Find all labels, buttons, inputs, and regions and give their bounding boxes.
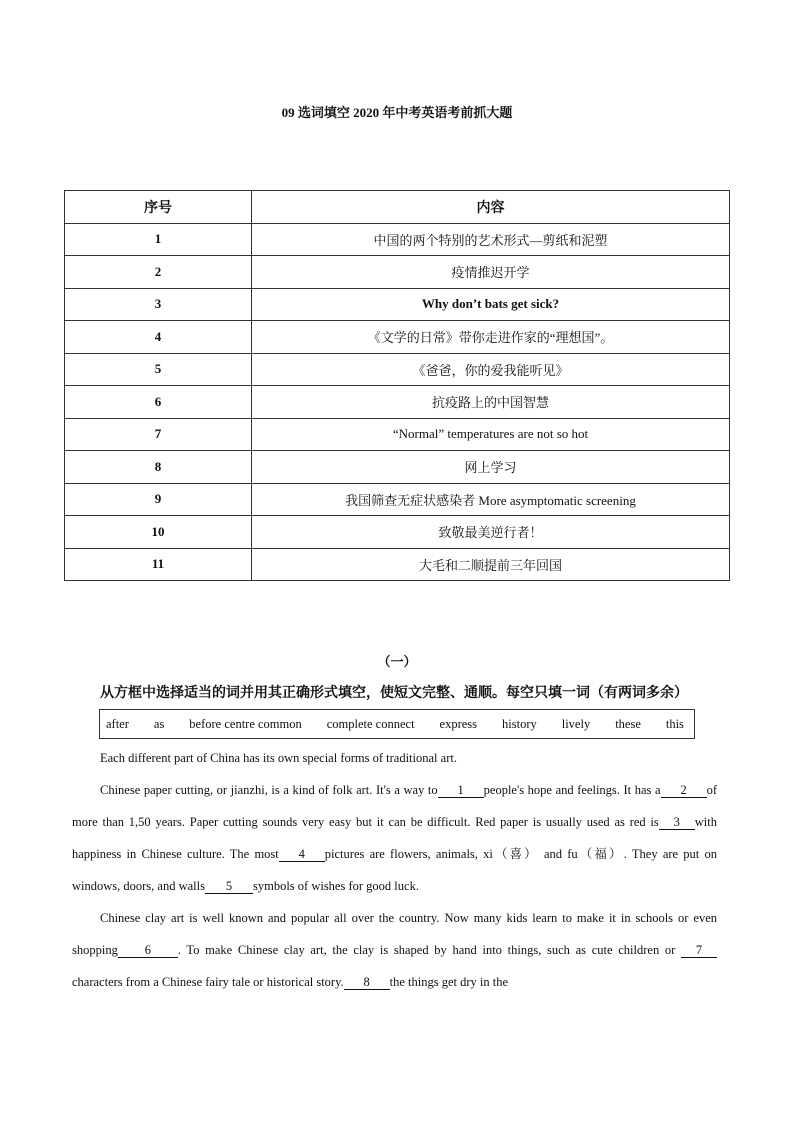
answer-blank[interactable]: 3 (659, 815, 695, 830)
row-content: 中国的两个特别的艺术形式—剪纸和泥塑 (252, 223, 730, 256)
row-number: 9 (65, 483, 252, 516)
word-bank-item: complete connect (326, 716, 415, 731)
row-number: 3 (65, 288, 252, 321)
answer-blank[interactable]: 5 (205, 879, 253, 894)
table-row (65, 451, 730, 484)
row-content: 大毛和二顺提前三年回国 (252, 548, 730, 581)
word-bank-item: these (615, 716, 641, 731)
word-bank-box (99, 709, 695, 739)
passage (72, 742, 717, 998)
row-number: 11 (65, 548, 252, 581)
row-content: 《文学的日常》带你走进作家的“理想国”。 (252, 321, 730, 354)
answer-blank[interactable]: 2 (661, 783, 707, 798)
passage-text: . To make Chinese clay art, the clay is shaped by hand into things, such as cute children or (177, 943, 681, 957)
passage-paragraph (72, 774, 717, 902)
passage-text: Chinese clay art is well known and popular all over the country. Now many kids learn to make it in schools or even shopping (72, 911, 717, 957)
row-content: Why don’t bats get sick? (252, 288, 730, 321)
passage-text: the things get dry in the (389, 975, 509, 989)
word-bank-item: lively (561, 716, 591, 731)
answer-blank[interactable]: 1 (438, 783, 484, 798)
row-number: 2 (65, 256, 252, 289)
table-row (65, 321, 730, 354)
passage-paragraph (72, 902, 717, 998)
row-number: 4 (65, 321, 252, 354)
row-number: 10 (65, 516, 252, 549)
passage-text: symbols of wishes for good luck. (252, 879, 419, 893)
header-number: 序号 (65, 191, 252, 224)
passage-text: Chinese paper cutting, or jianzhi, is a kind of folk art. It's a way to (100, 783, 438, 797)
row-number: 7 (65, 418, 252, 451)
word-bank-item: history (502, 716, 537, 731)
header-content: 内容 (252, 191, 730, 224)
table-header-row (65, 191, 730, 224)
document-title: 09 选词填空 2020 年中考英语考前抓大题 (281, 105, 513, 120)
passage-text: with happiness in Chinese culture. The most (72, 815, 717, 861)
passage-text: people's hope and feelings. It has a (483, 783, 661, 797)
answer-blank[interactable]: 7 (681, 943, 717, 958)
answer-blank[interactable]: 6 (118, 943, 178, 958)
word-bank-item: this (665, 716, 684, 731)
table-row (65, 418, 730, 451)
row-content: 疫情推迟开学 (252, 256, 730, 289)
passage-text: of more than 1,50 years. Paper cutting sounds very easy but it can be difficult. Red paper is usually used as red is (72, 783, 717, 829)
contents-table (64, 190, 730, 581)
answer-blank[interactable]: 4 (279, 847, 325, 862)
table-row (65, 483, 730, 516)
table-row (65, 223, 730, 256)
exercise-instruction: 从方框中选择适当的词并用其正确形式填空，使短文完整、通顺。每空只填一词（有两词多余） (100, 686, 688, 701)
table-row (65, 288, 730, 321)
word-bank-item: express (439, 716, 478, 731)
row-content: 抗疫路上的中国智慧 (252, 386, 730, 419)
row-number: 5 (65, 353, 252, 386)
section-number: （一） (377, 654, 417, 669)
row-content: 《爸爸，你的爱我能听见》 (252, 353, 730, 386)
passage-paragraph: Each different part of China has its own special forms of traditional art. (100, 751, 457, 765)
row-content: “Normal” temperatures are not so hot (252, 418, 730, 451)
row-content: 我国筛查无症状感染者 More asymptomatic screening (252, 483, 730, 516)
word-bank-item: as (153, 716, 165, 731)
table-row (65, 386, 730, 419)
word-bank-item: before centre common (189, 716, 302, 731)
table-row (65, 256, 730, 289)
row-number: 1 (65, 223, 252, 256)
row-content: 致敬最美逆行者！ (252, 516, 730, 549)
row-number: 8 (65, 451, 252, 484)
row-number: 6 (65, 386, 252, 419)
passage-text: pictures are flowers, animals, xi（喜） and fu（福）. They are put on windows, doors, and walls (72, 847, 718, 893)
table-row (65, 353, 730, 386)
row-content: 网上学习 (252, 451, 730, 484)
passage-text: characters from a Chinese fairy tale or historical story. (72, 975, 344, 989)
table-row (65, 548, 730, 581)
answer-blank[interactable]: 8 (344, 975, 390, 990)
table-row (65, 516, 730, 549)
word-bank-item: after (106, 716, 129, 731)
